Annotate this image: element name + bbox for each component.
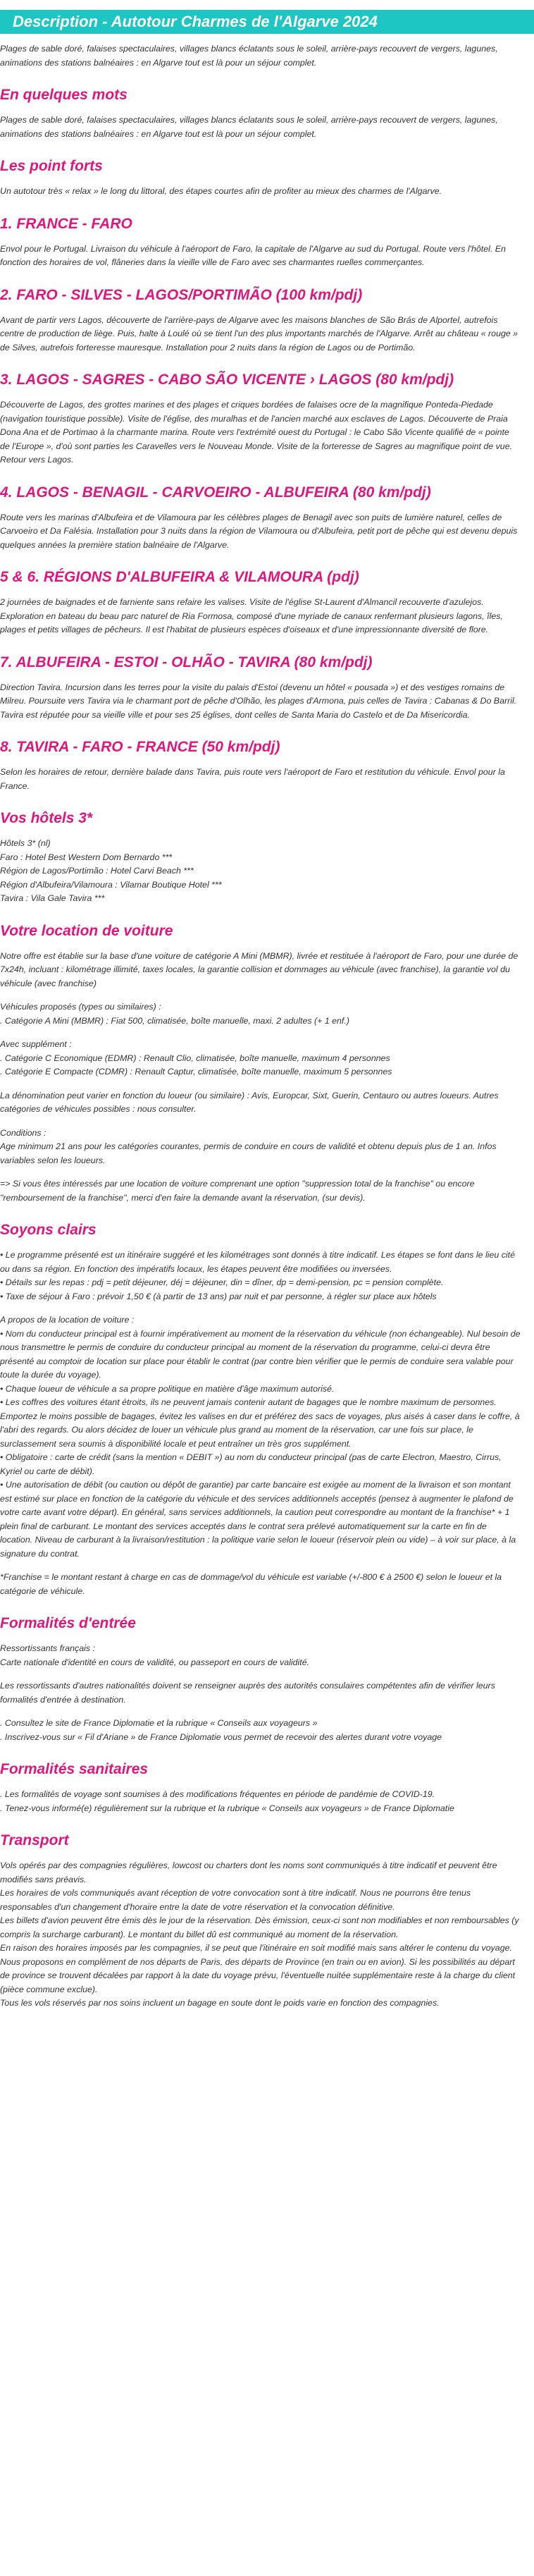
intro-text: Plages de sable doré, falaises spectaculaires, villages blancs éclatants sous le soleil, arrière-pays recouvert de vergers, lagunes, animations des stations balnéaires : en Algarve tout est là pour un séjour complet.: [0, 44, 498, 68]
bullet-item: • Obligatoire : carte de crédit (sans la mention « DEBIT ») au nom du conducteur principal (pas de carte Electron, Maestro, Cirrus, Kyriel ou carte de débit).: [0, 1452, 502, 1476]
day-heading: 3. LAGOS - SAGRES - CABO SÃO VICENTE › LAGOS (80 km/pdj): [0, 372, 454, 388]
good-to-know-heading: Soyons clairs: [0, 1222, 97, 1238]
page-title: Description - Autotour Charmes de l'Algarve 2024: [13, 13, 378, 30]
day-heading: 7. ALBUFEIRA - ESTOI - OLHÃO - TAVIRA (80 km/pdj): [0, 654, 373, 670]
entry-link-line: . Inscrivez-vous sur « Fil d'Ariane » de France Diplomatie vous permet de recevoir des alertes durant votre voyage: [0, 1731, 442, 1742]
day-text: 2 journées de baignades et de farniente sans refaire les valises. Visite de l'église St-Laurent d'Almancil recouverte d'azulejos. Exploration en bateau du beau parc naturel de Ria Formosa, composé d'une myriade de canaux renfermant plusieurs lagons, îles, plages et petits villages de pêcheurs. Il est l'habitat de plusieurs espèces d'oiseaux et d'une impressionnante diversité de flore.: [0, 597, 503, 634]
transport-line: Tous les vols réservés par nos soins incluent un bagage en soute dont le poids varie en fonction des compagnies.: [0, 1998, 440, 2008]
highlights-heading: Les point forts: [0, 158, 103, 174]
entry-heading: Formalités d'entrée: [0, 1615, 136, 1631]
entry-link-line: . Consultez le site de France Diplomatie et la rubrique « Conseils aux voyageurs »: [0, 1718, 318, 1728]
day-text: Avant de partir vers Lagos, découverte de l'arrière-pays de Algarve avec les maisons blanches de São Brás de Alportel, autrefois centre de production de liège. Puis, halte à Loulé où se tient l'un des plus importants marchés de l'Algarve. Arrêt au château « rouge » de Silves, autrefois forteresse mauresque. Installation pour 2 nuits dans la région de Lagos ou de Portimão.: [0, 314, 519, 352]
rental-heading: Votre location de voiture: [0, 922, 173, 939]
day-text: Selon les horaires de retour, dernière balade dans Tavira, puis route vers l'aéroport de Faro et restitution du véhicule. Envol pour la France.: [0, 767, 505, 791]
bullet-item: • Les coffres des voitures étant étroits, ils ne peuvent jamais contenir autant de bagages que le nombre maximum de personnes. Emportez le moins possible de bagages, évitez les valises en dur et préférez des sacs de voyages, plus aisés à caser dans le coffre, à l'abri des regards. Ou alors décidez de louer un véhicule plus grand au moment de la réservation, car une fois sur place, le surclassement sera soumis à disponibilité locale et peut entraîner un très gros supplément.: [0, 1397, 520, 1449]
day-text: Direction Tavira. Incursion dans les terres pour la visite du palais d'Estoi (devenu un hôtel « pousada ») et des vestiges romains de Milreu. Poursuite vers Tavira via le charmant port de pêche d'Olhão, les plages d'Armona, puis celles de Tavira : Cabanas & Do Barril. Tavira est réputée pour sa vieille ville et pour ses 25 églises, dont celles de Santa Maria do Castelo et de Da Misericordia.: [0, 682, 517, 720]
hotel-line: Région de Lagos/Portimão : Hotel Carvi Beach ***: [0, 866, 194, 876]
transport-line: Les billets d'avion peuvent être émis dès le jour de la réservation. Dès émission, ceux-ci sont non modifiables et non remboursables (y compris la surcharge carburant). Le montant du billet dû est communiqué au moment de la réservation.: [0, 1915, 519, 1939]
rental-rules-heading: A propos de la location de voiture :: [0, 1315, 135, 1325]
hotel-line: Hôtels 3* (nl): [0, 838, 51, 848]
transport-line: Nous proposons en complément de nos départs de Paris, des départs de Province (en train ou en avion). Si les possibilités au départ de province se trouvent décalées par rapport à la date du voyage prévu, l'éventuelle nuitée supplémentaire reste à la charge du client (pièce commune exclue).: [0, 1956, 516, 1994]
transport-line: En raison des horaires imposés par les compagnies, il se peut que l'itinéraire en soit modifié mais sans altérer le contenu du voyage.: [0, 1943, 512, 1953]
bullet-item: • Le programme présenté est un itinéraire suggéré et les kilométrages sont donnés à titre indicatif. Les étapes se font dans le lieu cité ou dans sa région. En fonction des impératifs locaux, les étapes peuvent être modifiées ou inversées.: [0, 1250, 515, 1274]
supplement-line: . Catégorie E Compacte (CDMR) : Renault Captur, climatisée, boîte manuelle, maximum 5 personnes: [0, 1067, 392, 1077]
day-heading: 4. LAGOS - BENAGIL - CARVOEIRO - ALBUFEIRA (80 km/pdj): [0, 484, 431, 501]
entry-links: [0, 1717, 521, 1744]
health-heading: Formalités sanitaires: [0, 1761, 149, 1777]
bullet-item: • Chaque loueur de véhicule a sa propre politique en matière d'âge maximum autorisé.: [0, 1383, 335, 1394]
transport-heading: Transport: [0, 1832, 69, 1848]
conditions-heading: Conditions :: [0, 1127, 46, 1138]
rental-intro: Notre offre est établie sur la base d'une voiture de catégorie A Mini (MBMR), livrée et restituée à l'aéroport de Faro, pour une durée de 7x24h, incluant : kilométrage illimité, taxes locales, la garantie collision et dommages au véhicule (avec franchise), la garantie vol du véhicule (avec franchise): [0, 950, 519, 988]
good-to-know-bullets: [0, 1249, 521, 1304]
entry-line: Carte nationale d'identité en cours de validité, ou passeport en cours de validité.: [0, 1657, 310, 1667]
transport-list: [0, 1859, 521, 2011]
entry-french: [0, 1642, 521, 1669]
content: [0, 42, 521, 2011]
hotels-heading: Vos hôtels 3*: [0, 810, 93, 826]
highlights-text: Un autotour très « relax » le long du littoral, des étapes courtes afin de profiter au mieux des charmes de l'Algarve.: [0, 186, 442, 196]
franchise-footnote: *Franchise = le montant restant à charge en cas de dommage/vol du véhicule est variable (+/-800 € à 2500 €) selon le loueur et la catégorie de véhicule.: [0, 1572, 502, 1596]
franchise-note: => Si vous êtes intéressés par une location de voiture comprenant une option "suppression total de la franchise" ou encore "remboursement de la franchise", merci d'en faire la demande avant la réservation, (sur devis).: [0, 1179, 475, 1203]
bullet-item: • Nom du conducteur principal est à fournir impérativement au moment de la réservation du véhicule (non échangeable). Nul besoin de nous transmettre le permis de conduire du conducteur principal au moment de la réservation du programme, celui-ci devra être présenté au comptoir de location sur place pour établir le contrat (par contre bien vérifier que le permis de conduire sera valable pour toute la durée du voyage).: [0, 1328, 521, 1380]
day-heading: 8. TAVIRA - FARO - FRANCE (50 km/pdj): [0, 739, 280, 755]
supplement-line: . Catégorie C Economique (EDMR) : Renault Clio, climatisée, boîte manuelle, maximum 4 personnes: [0, 1053, 390, 1063]
rental-rules: [0, 1313, 521, 1561]
nutshell-heading: En quelques mots: [0, 87, 128, 103]
day-text: Route vers les marinas d'Albufeira et de Vilamoura par les célèbres plages de Benagil avec son puits de lumière naturel, celles de Carvoeiro et Da Falésia. Installation pour 3 nuits dans la région de Vilamoura ou d'Albufeira, petit port de pêche qui est devenu depuis quelques années la première station balnéaire de l'Algarve.: [0, 512, 518, 550]
vehicles-list: [0, 1000, 521, 1028]
nutshell-text: Plages de sable doré, falaises spectaculaires, villages blancs éclatants sous le soleil, arrière-pays recouvert de vergers, lagunes, animations des stations balnéaires : en Algarve tout est là pour un séjour complet.: [0, 115, 498, 139]
transport-line: Les horaires de vols communiqués avant réception de votre convocation sont à titre indicatif. Nous ne pourrons être tenus responsables d'un changement d'horaire entre la date de votre réservation et la convocation définitive.: [0, 1888, 471, 1912]
day-heading: 2. FARO - SILVES - LAGOS/PORTIMÃO (100 km/pdj): [0, 286, 363, 303]
conditions-block: [0, 1127, 521, 1168]
rental-brands: La dénomination peut varier en fonction du loueur (ou similaire) : Avis, Europcar, Sixt, Guerin, Centauro ou autres loueurs. Autres catégories de véhicules possibles : nous consulter.: [0, 1090, 499, 1114]
conditions-text: Age minimum 21 ans pour les catégories courantes, permis de conduire en cours de validité et obtenu depuis plus de 1 an. Infos variables selon les loueurs.: [0, 1141, 497, 1165]
day-text: Envol pour le Portugal. Livraison du véhicule à l'aéroport de Faro, la capitale de l'Algarve au sud du Portugal. Route vers l'hôtel. En fonction des horaires de vol, flâneries dans la vieille ville de Faro avec ses charmantes ruelles commerçantes.: [0, 243, 506, 267]
bullet-item: • Une autorisation de débit (ou caution ou dépôt de garantie) par carte bancaire est exigée au moment de la livraison et son montant est estimé sur place en fonction de la catégorie du véhicule et des services additionnels acceptés (pensez à augmenter le plafond de votre carte avant votre départ). En général, sans services additionnels, la caution peut correspondre au montant de la franchise* + 1 plein final de carburant. Le montant des services acceptés dans le contrat sera prélevé automatiquement sur la carte en fin de location. Niveau de carburant à la livraison/restitution : la politique varie selon le loueur (réservoir plein ou vide) – à voir sur place, à la signature du contrat.: [0, 1480, 516, 1559]
vehicles-heading: Véhicules proposés (types ou similaires) :: [0, 1002, 161, 1012]
day-heading: 1. FRANCE - FARO: [0, 215, 132, 232]
hotels-list: [0, 837, 521, 906]
bullet-item: • Détails sur les repas : pdj = petit déjeuner, déj = déjeuner, din = dîner, dp = demi-pension, pc = pension complète.: [0, 1277, 444, 1287]
entry-line: Ressortissants français :: [0, 1643, 95, 1653]
transport-line: Vols opérés par des compagnies régulières, lowcost ou charters dont les noms sont communiqués à titre indicatif et peuvent être modifiés sans préavis.: [0, 1860, 497, 1884]
hotel-line: Tavira : Vila Gale Tavira ***: [0, 893, 105, 903]
bullet-item: • Taxe de séjour à Faro : prévoir 1,50 € (à partir de 13 ans) par nuit et par personne, à régler sur place aux hôtels: [0, 1291, 437, 1301]
supplements-list: [0, 1038, 521, 1079]
health-list: [0, 1788, 521, 1815]
health-line: . Tenez-vous informé(e) régulièrement sur la rubrique et la rubrique « Conseils aux voyageurs » de France Diplomatie: [0, 1803, 454, 1813]
supplement-heading: Avec supplément :: [0, 1039, 72, 1049]
hotel-line: Région d'Albufeira/Vilamoura : Vilamar Boutique Hotel ***: [0, 879, 222, 890]
entry-other: Les ressortissants d'autres nationalités doivent se renseigner auprès des autorités consulaires compétentes afin de vérifier leurs formalités d'entrée à destination.: [0, 1681, 495, 1705]
day-heading: 5 & 6. RÉGIONS D'ALBUFEIRA & VILAMOURA (pdj): [0, 569, 359, 585]
page-title-banner: [0, 10, 534, 34]
hotel-line: Faro : Hotel Best Western Dom Bernardo ***: [0, 852, 173, 862]
vehicle-line: . Catégorie A Mini (MBMR) : Fiat 500, climatisée, boîte manuelle, maxi. 2 adultes (+ 1 enf.): [0, 1015, 349, 1026]
day-text: Découverte de Lagos, des grottes marines et des plages et criques bordées de falaises ocre de la magnifique Ponteda-Piedade (navigation touristique possible). Visite de l'église, des muralhas et de l'ancien marché aux esclaves de Lagos. Découverte de Praia Dona Ana et de Portimao à la charmante marina. Route vers l'extrémité ouest du Portugal : le Cabo São Vicente qualifié de « pointe de l'Europe », d'où sont parties les Caravelles vers le Nouveau Monde. Visite de la forteresse de Sagres au magnifique point de vue. Retour vers Lagos.: [0, 400, 513, 465]
health-line: . Les formalités de voyage sont soumises à des modifications fréquentes en période de pandémie de COVID-19.: [0, 1789, 435, 1799]
